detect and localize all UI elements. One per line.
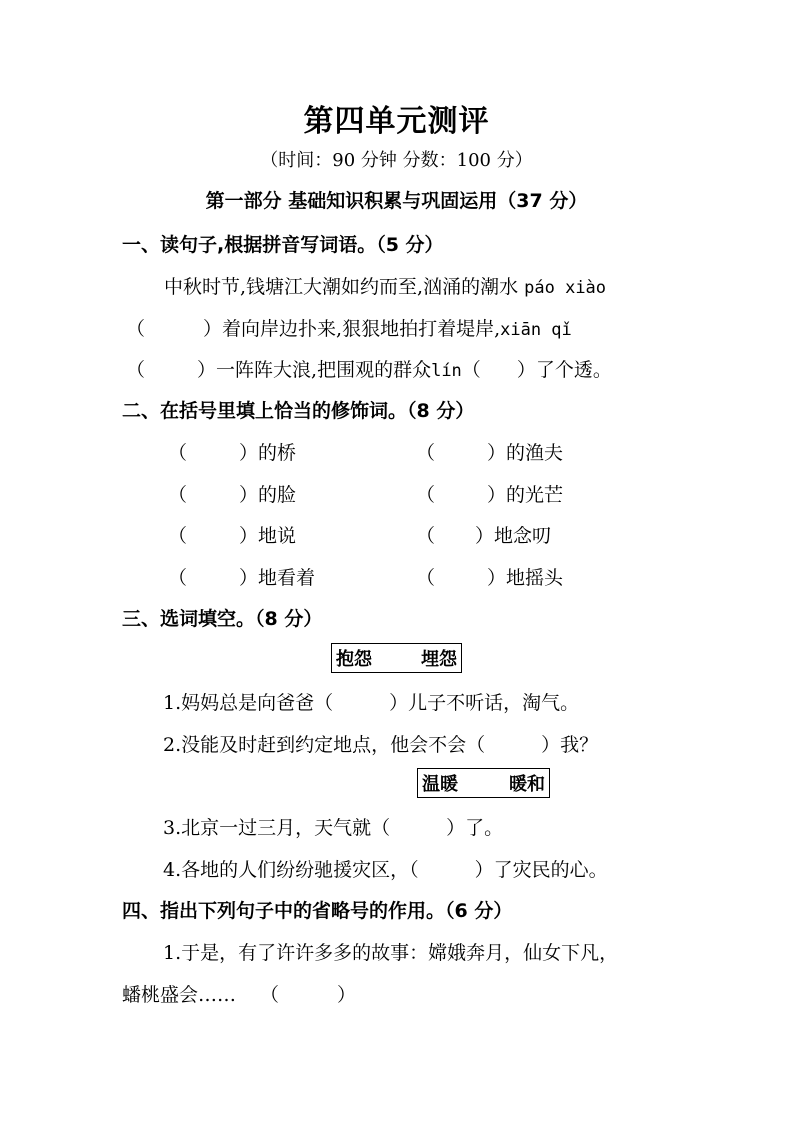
q1-line3-text: 一阵阵大浪,把围观的群众 bbox=[216, 359, 432, 381]
q3-s3-pre: 3.北京一过三月，天气就（ bbox=[163, 817, 391, 839]
q2-item-text: 地摇头 bbox=[506, 567, 564, 589]
q2-close: ） bbox=[475, 525, 495, 547]
q1-blank-open: （ bbox=[126, 318, 146, 340]
q2-open: （ bbox=[168, 484, 188, 506]
q2-open: （ bbox=[416, 525, 436, 547]
q2-item-text: 地看着 bbox=[258, 567, 316, 589]
q4-open: （ bbox=[260, 984, 280, 1006]
q4-heading: 四、指出下列句子中的省略号的作用。（6 分） bbox=[122, 900, 513, 922]
q1-line3 bbox=[126, 355, 612, 382]
word-choice-box-1 bbox=[331, 643, 462, 673]
q3-s4-post: ）了灾民的心。 bbox=[474, 859, 608, 881]
q2-close: ） bbox=[487, 442, 507, 464]
q1-line1-text: 中秋时节,钱塘江大潮如约而至,汹涌的潮水 bbox=[164, 276, 519, 298]
q1-blank-close: ） bbox=[516, 359, 536, 381]
q2-item bbox=[168, 521, 296, 548]
q2-item bbox=[416, 563, 563, 590]
q2-open: （ bbox=[416, 442, 436, 464]
q2-item bbox=[168, 480, 296, 507]
q3-sentence-4 bbox=[163, 855, 608, 882]
q3-sentence-2 bbox=[163, 730, 598, 757]
word-option: 埋怨 bbox=[421, 649, 457, 670]
word-option: 暖和 bbox=[509, 774, 545, 795]
q2-open: （ bbox=[416, 567, 436, 589]
word-option: 抱怨 bbox=[336, 649, 372, 670]
q2-item-text: 的光芒 bbox=[506, 484, 564, 506]
q3-s2-post: ）我？ bbox=[541, 734, 599, 756]
q2-open: （ bbox=[416, 484, 436, 506]
q2-open: （ bbox=[168, 525, 188, 547]
q2-item-text: 的桥 bbox=[258, 442, 297, 464]
q1-line2 bbox=[126, 314, 572, 341]
time-score-info: （时间：90 分钟 分数：100 分） bbox=[260, 150, 533, 171]
q2-item bbox=[168, 563, 315, 590]
q2-item-text: 的渔夫 bbox=[506, 442, 564, 464]
q2-item bbox=[416, 438, 563, 465]
q2-close: ） bbox=[239, 484, 259, 506]
q2-item bbox=[416, 521, 551, 548]
q2-close: ） bbox=[487, 567, 507, 589]
q2-open: （ bbox=[168, 442, 188, 464]
q1-line2-text: 着向岸边扑来,狠狠地拍打着堤岸, bbox=[222, 318, 501, 340]
word-option: 温暖 bbox=[422, 774, 458, 795]
q3-s2-pre: 2.没能及时赶到约定地点，他会不会（ bbox=[163, 734, 486, 756]
q2-close: ） bbox=[239, 567, 259, 589]
q1-line1 bbox=[164, 272, 606, 299]
q1-blank-close: ） bbox=[203, 318, 223, 340]
q2-item-text: 地说 bbox=[258, 525, 297, 547]
q2-item bbox=[416, 480, 563, 507]
q1-heading: 一、读句子,根据拼音写词语。（5 分） bbox=[122, 234, 444, 256]
q2-close: ） bbox=[239, 442, 259, 464]
q1-pinyin-2: xiān qǐ bbox=[500, 320, 572, 340]
q1-blank-open: （ bbox=[126, 359, 146, 381]
q2-item-text: 地念叨 bbox=[494, 525, 552, 547]
q2-close: ） bbox=[487, 484, 507, 506]
q2-item-text: 的脸 bbox=[258, 484, 297, 506]
q1-pinyin-1: páo xiào bbox=[524, 278, 607, 298]
q1-blank-open: （ bbox=[461, 359, 481, 381]
page-title: 第四单元测评 bbox=[303, 104, 490, 139]
q3-sentence-1 bbox=[163, 688, 579, 715]
word-choice-box-2 bbox=[417, 768, 550, 798]
part-one-heading: 第一部分 基础知识积累与巩固运用（37 分） bbox=[205, 190, 588, 212]
q4-sentence-1-line2 bbox=[122, 980, 356, 1007]
q2-close: ） bbox=[239, 525, 259, 547]
q4-s1-text: 蟠桃盛会…… bbox=[122, 984, 237, 1006]
q3-s1-pre: 1.妈妈总是向爸爸（ bbox=[163, 692, 334, 714]
q2-item bbox=[168, 438, 296, 465]
q3-heading: 三、选词填空。（8 分） bbox=[122, 608, 323, 630]
q1-blank-close: ） bbox=[197, 359, 217, 381]
q2-open: （ bbox=[168, 567, 188, 589]
q1-line3-end: 了个透。 bbox=[535, 359, 612, 381]
q2-heading: 二、在括号里填上恰当的修饰词。（8 分） bbox=[122, 400, 475, 422]
q3-s1-post: ）儿子不听话，淘气。 bbox=[389, 692, 580, 714]
q3-sentence-3 bbox=[163, 813, 503, 840]
q3-s3-post: ）了。 bbox=[446, 817, 504, 839]
q1-pinyin-3: lín bbox=[431, 361, 462, 381]
q3-s4-pre: 4.各地的人们纷纷驰援灾区，（ bbox=[163, 859, 419, 881]
q4-sentence-1-line1: 1.于是，有了许许多多的故事：嫦娥奔月，仙女下凡， bbox=[163, 942, 619, 964]
q4-close: ） bbox=[337, 984, 357, 1006]
